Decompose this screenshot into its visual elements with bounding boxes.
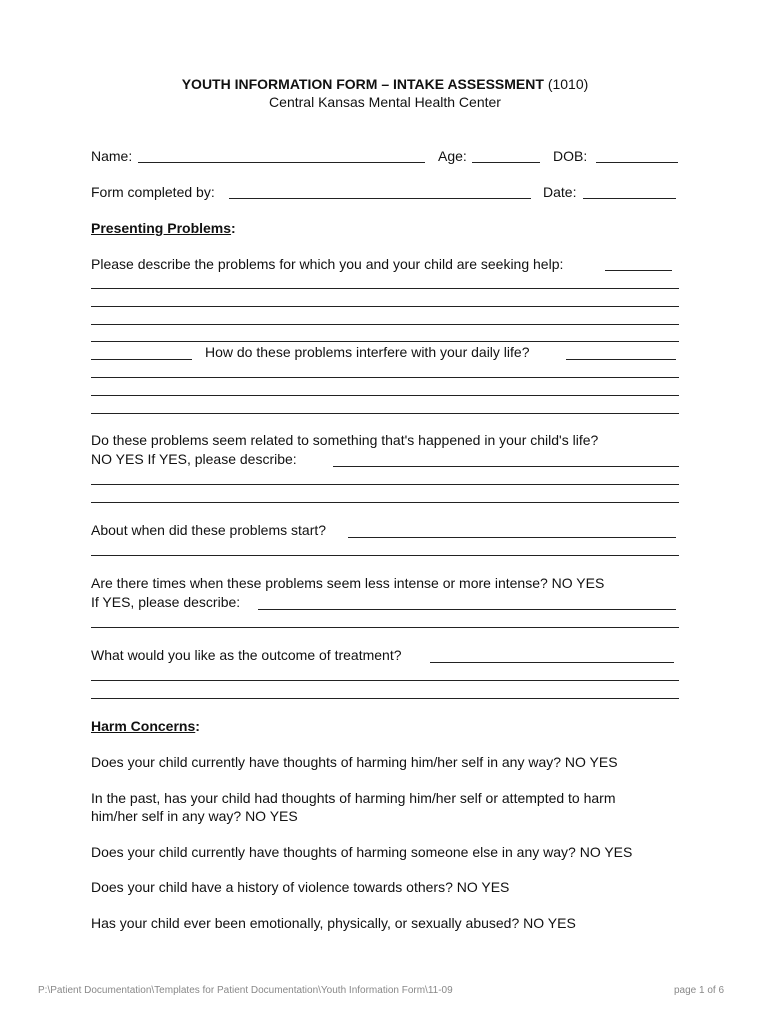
answer-line[interactable] [91,502,679,503]
presenting-problems-heading-text: Presenting Problems [91,220,232,236]
answer-line[interactable] [91,555,679,556]
answer-line[interactable] [605,270,672,271]
answer-line[interactable] [430,662,674,663]
question-related-event: Do these problems seem related to something that's happened in your child's life? [91,432,599,448]
date-label: Date: [543,184,577,200]
harm-concerns-heading: Harm Concerns: [91,718,200,734]
question-self-harm-past: In the past, has your child had thoughts of harming him/her self or attempted to harm [91,790,616,806]
footer-file-path: P:\Patient Documentation\Templates for Patient Documentation\Youth Information Form\11-09 [38,985,453,996]
answer-line[interactable] [91,306,679,307]
answer-line[interactable] [566,359,676,360]
related-event-options[interactable]: NO YES If YES, please describe: [91,451,297,467]
question-violence-history[interactable]: Does your child have a history of violence towards others? NO YES [91,879,510,895]
answer-line[interactable] [91,413,679,414]
answer-line[interactable] [91,377,679,378]
question-self-harm-current[interactable]: Does your child currently have thoughts of harming him/her self in any way? NO YES [91,754,618,770]
question-problem-start: About when did these problems start? [91,522,327,538]
completed-by-field[interactable] [229,198,531,199]
form-title [0,76,770,92]
answer-line[interactable] [333,466,679,467]
answer-line[interactable] [91,359,192,360]
question-harm-others[interactable]: Does your child currently have thoughts of harming someone else in any way? NO YES [91,844,633,860]
age-field[interactable] [472,162,540,163]
harm-concerns-heading-text: Harm Concerns [91,718,196,734]
presenting-problems-heading: Presenting Problems: [91,220,236,236]
organization-name: Central Kansas Mental Health Center [269,94,501,110]
answer-line[interactable] [258,609,676,610]
question-treatment-outcome: What would you like as the outcome of treatment? [91,647,402,663]
answer-line[interactable] [91,324,679,325]
answer-line[interactable] [91,698,679,699]
question-daily-life: How do these problems interfere with your daily life? [205,344,530,360]
answer-line[interactable] [348,537,676,538]
answer-line[interactable] [91,627,679,628]
form-code: (1010) [547,76,589,92]
footer-page-number: page 1 of 6 [674,985,725,996]
form-title-bold: YOUTH INFORMATION FORM – INTAKE ASSESSMENT [181,76,544,92]
answer-line[interactable] [91,484,679,485]
dob-field[interactable] [596,162,678,163]
name-label: Name: [91,148,133,164]
answer-line[interactable] [91,288,679,289]
age-label: Age: [438,148,467,164]
self-harm-past-options[interactable]: him/her self in any way? NO YES [91,808,298,824]
question-abuse-history[interactable]: Has your child ever been emotionally, physically, or sexually abused? NO YES [91,915,576,931]
intensity-followup-label: If YES, please describe: [91,594,241,610]
question-intensity[interactable]: Are there times when these problems seem less intense or more intense? NO YES [91,575,605,591]
date-field[interactable] [583,198,676,199]
answer-line[interactable] [91,341,679,342]
dob-label: DOB: [553,148,588,164]
completed-by-label: Form completed by: [91,184,215,200]
answer-line[interactable] [91,680,679,681]
name-field[interactable] [138,162,425,163]
answer-line[interactable] [91,395,679,396]
question-seeking-help: Please describe the problems for which you and your child are seeking help: [91,256,564,272]
